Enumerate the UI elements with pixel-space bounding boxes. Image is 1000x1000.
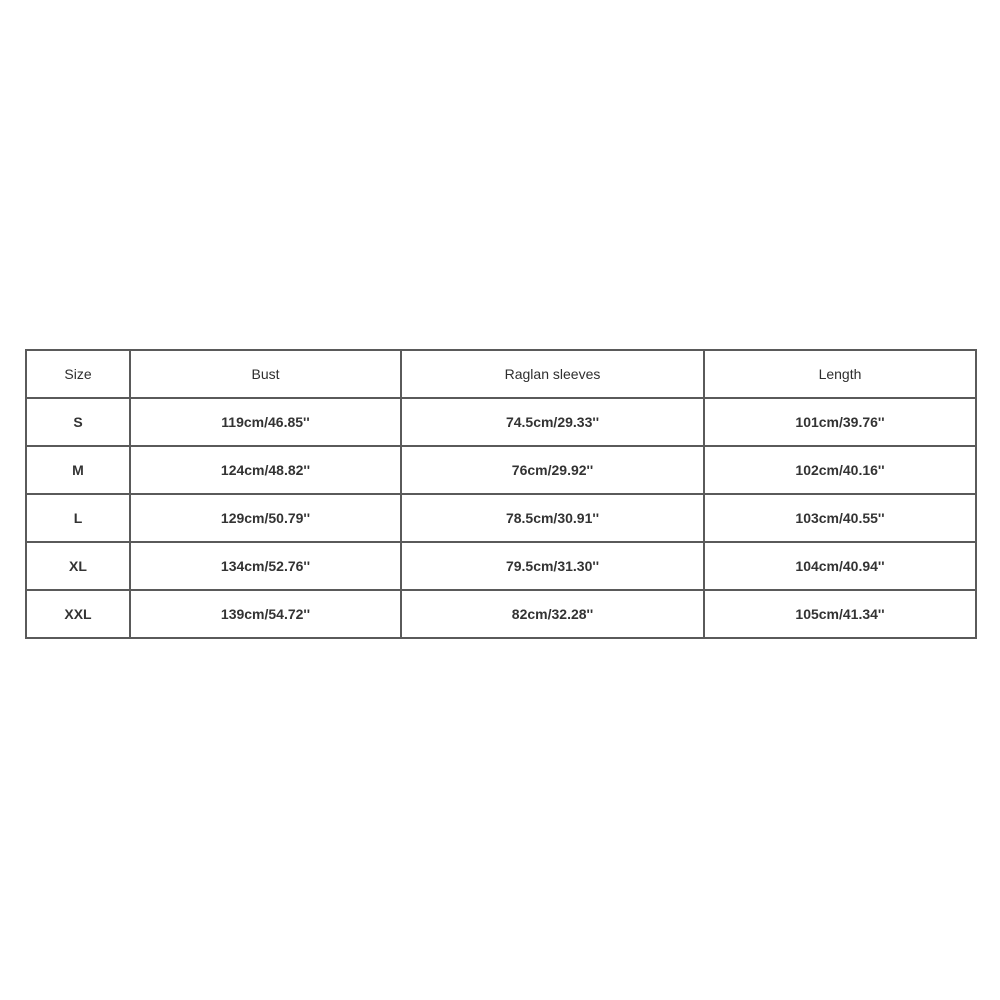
table-row: [26, 398, 976, 446]
table-row: [26, 446, 976, 494]
table-row: [26, 590, 976, 638]
cell-raglan-sleeves: 76cm/29.92'': [401, 446, 704, 494]
cell-bust: 139cm/54.72'': [130, 590, 401, 638]
cell-length: 104cm/40.94'': [704, 542, 976, 590]
cell-bust: 119cm/46.85'': [130, 398, 401, 446]
header-length: Length: [704, 350, 976, 398]
cell-bust: 124cm/48.82'': [130, 446, 401, 494]
cell-raglan-sleeves: 74.5cm/29.33'': [401, 398, 704, 446]
cell-size: XL: [26, 542, 130, 590]
cell-raglan-sleeves: 79.5cm/31.30'': [401, 542, 704, 590]
cell-length: 102cm/40.16'': [704, 446, 976, 494]
cell-bust: 129cm/50.79'': [130, 494, 401, 542]
table-row: [26, 494, 976, 542]
table-row: [26, 542, 976, 590]
cell-raglan-sleeves: 82cm/32.28'': [401, 590, 704, 638]
table-header-row: [26, 350, 976, 398]
header-size: Size: [26, 350, 130, 398]
header-raglan-sleeves: Raglan sleeves: [401, 350, 704, 398]
cell-length: 103cm/40.55'': [704, 494, 976, 542]
size-chart-table: [25, 349, 977, 639]
cell-size: M: [26, 446, 130, 494]
cell-size: S: [26, 398, 130, 446]
cell-length: 105cm/41.34'': [704, 590, 976, 638]
cell-bust: 134cm/52.76'': [130, 542, 401, 590]
header-bust: Bust: [130, 350, 401, 398]
cell-size: XXL: [26, 590, 130, 638]
cell-length: 101cm/39.76'': [704, 398, 976, 446]
cell-size: L: [26, 494, 130, 542]
cell-raglan-sleeves: 78.5cm/30.91'': [401, 494, 704, 542]
